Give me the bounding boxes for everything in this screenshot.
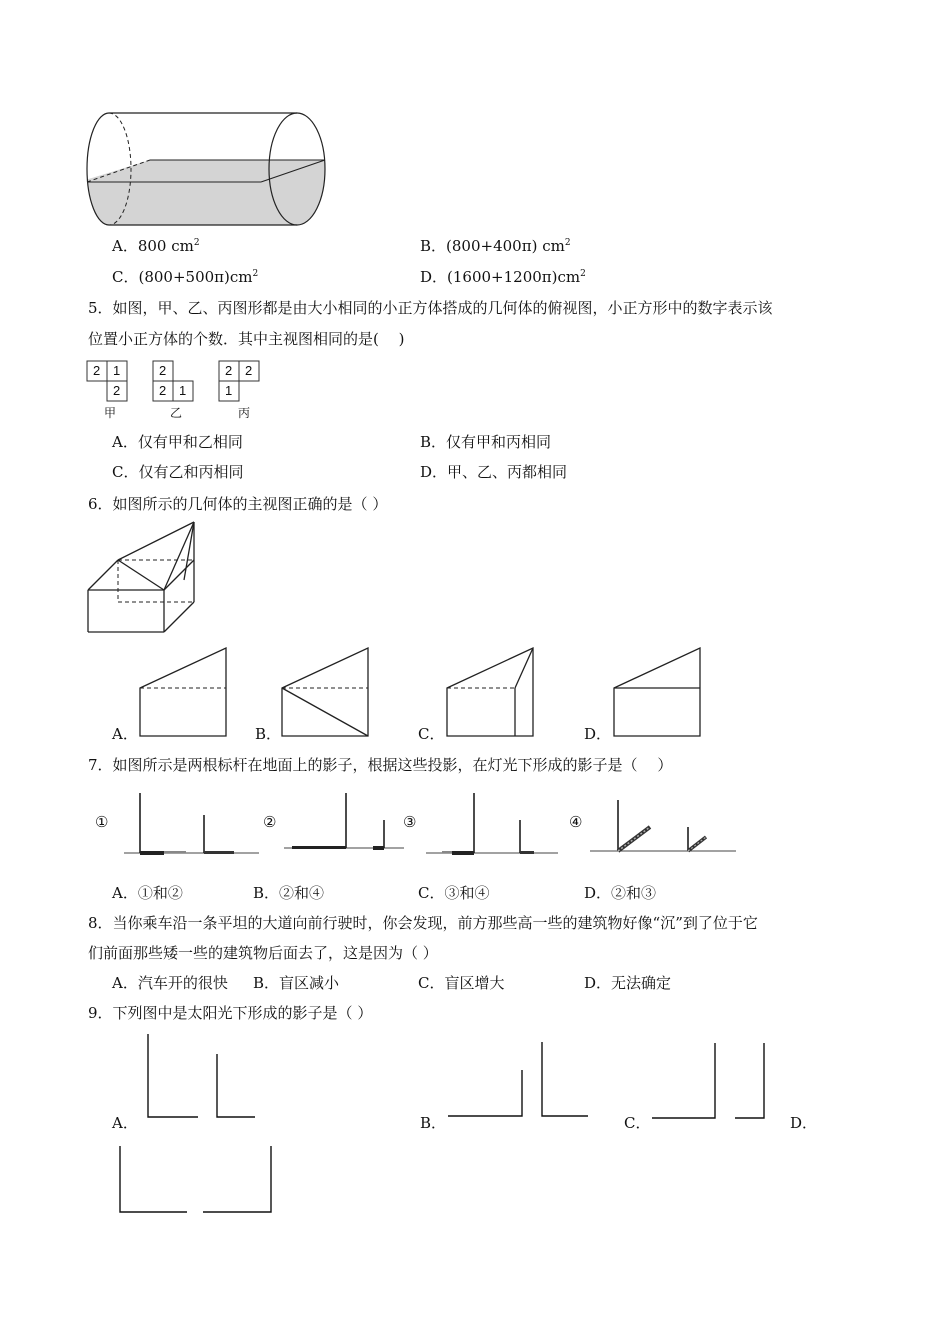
q8-question-line2: 们前面那些矮一些的建筑物后面去了，这是因为（ ）	[88, 944, 438, 962]
q7-figure-4	[590, 790, 740, 860]
q4-option-b[interactable]: B．(800+400π) $cm^2$	[420, 237, 571, 255]
q9-option-a-label[interactable]: A．	[112, 1114, 138, 1132]
jia-cell-2: 1	[113, 363, 121, 378]
q7-option-d[interactable]: D．②和③	[584, 884, 657, 902]
jia-label: 甲	[104, 406, 117, 420]
q7-figure-3	[426, 790, 566, 860]
q5-figure-jia	[86, 360, 146, 420]
q6-option-c-figure	[445, 646, 537, 738]
q7-question-line1: 7．如图所示是两根标杆在地面上的影子，根据这些投影，在灯光下形成的影子是（ ）	[88, 756, 673, 774]
q6-option-a-figure	[138, 646, 230, 738]
q6-option-a-label[interactable]: A．	[112, 725, 138, 743]
bing-label: 丙	[238, 406, 251, 420]
q7-option-b[interactable]: B．②和④	[253, 884, 325, 902]
q9-option-b-figure	[446, 1040, 596, 1122]
q7-figure-1	[124, 790, 264, 860]
bing-cell-2: 2	[245, 363, 253, 378]
q5-question-line1: 5．如图，甲、乙、丙图形都是由大小相同的小正方体搭成的几何体的俯视图，小正方形中的数字表示该	[88, 299, 773, 317]
bing-cell-3: 1	[225, 383, 233, 398]
q7-option-c[interactable]: C．③和④	[418, 884, 490, 902]
q7-figure-label-1: ①	[95, 813, 109, 831]
q5-option-d[interactable]: D．甲、乙、丙都相同	[420, 463, 568, 481]
q9-option-b-label[interactable]: B．	[420, 1114, 447, 1132]
q8-option-d[interactable]: D．无法确定	[584, 974, 672, 992]
q9-option-c-label[interactable]: C．	[624, 1114, 651, 1132]
q7-figure-label-4: ④	[569, 813, 583, 831]
q7-figure-label-2: ②	[263, 813, 277, 831]
q4-option-c[interactable]: C．$(800+500\pi)cm^2$	[112, 268, 259, 286]
q5-question-line2: 位置小正方体的个数．其中主视图相同的是( )	[88, 330, 405, 348]
q7-figure-label-3: ③	[403, 813, 417, 831]
q8-question-line1: 8．当你乘车沿一条平坦的大道向前行驶时，你会发现，前方那些高一些的建筑物好像“沉”到了位于它	[88, 914, 758, 932]
q8-option-a[interactable]: A．汽车开的很快	[112, 974, 228, 992]
q9-option-a-figure	[145, 1032, 265, 1122]
yi-cell-1: 2	[159, 363, 167, 378]
yi-label: 乙	[170, 406, 183, 420]
q6-option-c-label[interactable]: C．	[418, 725, 445, 743]
bing-cell-1: 2	[225, 363, 233, 378]
q9-option-d-label[interactable]: D．	[790, 1114, 818, 1132]
q9-option-d-figure	[117, 1144, 277, 1216]
cylinder-figure	[84, 110, 329, 230]
q5-figure-yi	[152, 360, 212, 420]
q9-option-c-figure	[650, 1040, 770, 1122]
q6-option-b-label[interactable]: B．	[255, 725, 282, 743]
q5-option-c[interactable]: C．仅有乙和丙相同	[112, 463, 244, 481]
yi-cell-3: 1	[179, 383, 187, 398]
q9-question-line1: 9．下列图中是太阳光下形成的影子是（ ）	[88, 1004, 373, 1022]
yi-cell-2: 2	[159, 383, 167, 398]
q7-option-a[interactable]: A．①和②	[112, 884, 183, 902]
q6-question-line1: 6．如图所示的几何体的主视图正确的是（ ）	[88, 495, 388, 513]
q6-option-b-figure	[280, 646, 372, 738]
q6-solid-figure	[86, 520, 206, 635]
q5-figure-bing	[218, 360, 278, 420]
q8-option-b[interactable]: B．盲区减小	[253, 974, 340, 992]
q4-option-a[interactable]: A．800 $cm^2$	[112, 237, 200, 255]
q5-option-a[interactable]: A．仅有甲和乙相同	[112, 433, 243, 451]
jia-cell-1: 2	[93, 363, 101, 378]
q5-option-b[interactable]: B．仅有甲和丙相同	[420, 433, 552, 451]
jia-cell-3: 2	[113, 383, 121, 398]
q8-option-c[interactable]: C．盲区增大	[418, 974, 505, 992]
q6-option-d-figure	[612, 646, 704, 738]
q7-figure-2	[284, 790, 417, 860]
q6-option-d-label[interactable]: D．	[584, 725, 612, 743]
q4-option-d[interactable]: D．$(1600+1200\pi)cm^2$	[420, 268, 586, 286]
